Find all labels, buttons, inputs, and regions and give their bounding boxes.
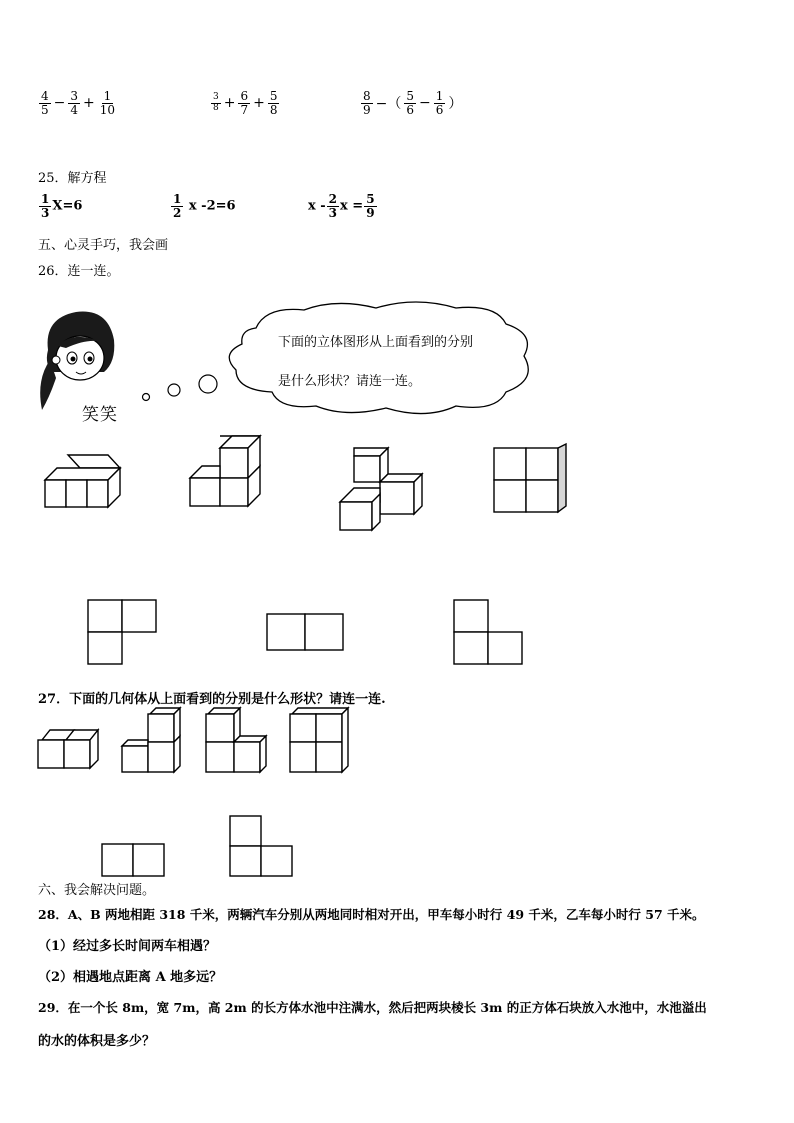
q26-title: 26．连一连。 (38, 264, 120, 279)
q26-solid-4 (490, 444, 570, 516)
q27-solid-1 (36, 728, 106, 774)
expression-3: $\frac{8}{9}$ −（ $\frac{5}{6}$ − $\frac{1}{6}$ ） (363, 89, 463, 117)
expression-1: $\frac{4}{5}$ − $\frac{3}{4}$ + $\frac{1}{10}$ (41, 89, 116, 117)
q25-equation-3: x - $\frac{2}{3}$ x = $\frac{5}{9}$ (308, 192, 375, 220)
q25-equation-2: $\frac{1}{2}$ x -2=6 (173, 192, 236, 220)
q25-equation-1: $\frac{1}{3}$ X=6 (41, 192, 83, 220)
q25-title: 25．解方程 (38, 171, 107, 186)
character-name: 笑笑 (82, 405, 118, 425)
girl-icon (40, 312, 114, 410)
section-5-heading: 五、心灵手巧，我会画 (38, 238, 169, 253)
expression-2: $\frac{3}{8}$ + $\frac{6}{7}$ + $\frac{5}{8}$ (213, 89, 278, 117)
q27-solid-4 (288, 706, 358, 774)
q27-top-view-2 (228, 814, 296, 878)
q27-title: 27．下面的几何体从上面看到的分别是什么形状？请连一连. (38, 692, 386, 707)
q29-line-2: 的水的体积是多少？ (38, 1034, 156, 1049)
q27-solid-2 (120, 706, 190, 774)
thought-bubble (229, 302, 528, 414)
q28-sub-1: （1）经过多长时间两车相遇？ (38, 939, 217, 954)
q27-solid-3 (204, 706, 274, 774)
q28-title: 28．A、B 两地相距 318 千米，两辆汽车分别从两地同时相对开出，甲车每小时行 49 千米，乙车每小时行 57 千米。 (38, 907, 705, 922)
q26-solid-3 (336, 444, 436, 534)
bubble-dot-small (143, 394, 150, 401)
bubble-dot-large (199, 375, 217, 393)
q27-top-view-1 (100, 842, 168, 878)
q28-sub-2: （2）相遇地点距离 A 地多远？ (38, 970, 223, 985)
section-6-heading: 六、我会解决问题。 (38, 883, 156, 898)
bubble-line-2: 是什么形状？请连一连。 (278, 374, 422, 389)
q26-top-view-3 (452, 598, 526, 666)
q26-solid-2 (186, 432, 276, 512)
q26-top-view-1 (86, 598, 160, 666)
q26-top-view-2 (265, 612, 349, 652)
q29-line-1: 29．在一个长 8m，宽 7m，高 2m 的长方体水池中注满水，然后把两块棱长 3m 的正方体石块放入水池中，水池溢出 (38, 1000, 707, 1015)
bubble-dot-medium (168, 384, 180, 396)
bubble-line-1: 下面的立体图形从上面看到的分别 (278, 335, 474, 350)
q26-solid-1 (40, 450, 130, 514)
